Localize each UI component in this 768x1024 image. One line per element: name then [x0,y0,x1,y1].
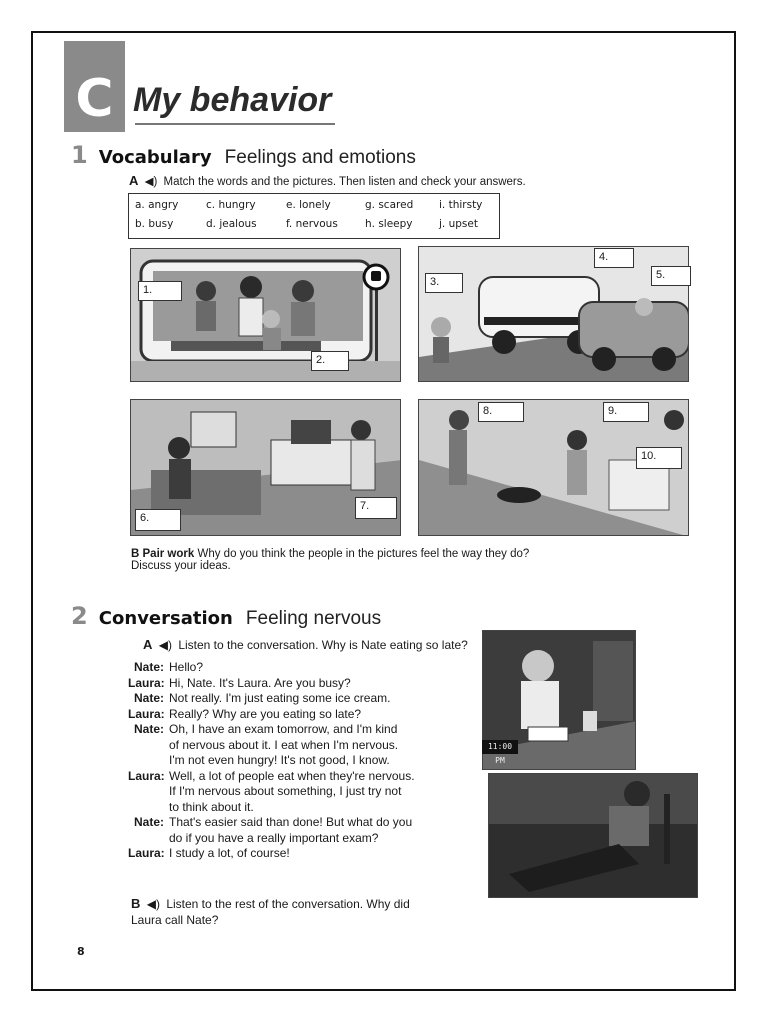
picture-label-4: 4. [594,248,634,268]
word-box [128,193,500,239]
dialogue-text: to think about it. [169,799,254,814]
section1-partA [129,173,526,188]
dialogue-line [128,784,401,799]
dialogue-speaker: Laura: [128,706,165,721]
word-item: g. scared [365,199,414,211]
dialogue-line [128,722,397,737]
picture-label-7: 7. [355,497,397,519]
word-item: h. sleepy [365,218,413,230]
picture-label-6: 6. [135,509,181,531]
picture-label-9: 9. [603,402,649,422]
dialogue-speaker: Laura: [128,768,165,783]
bus-stop-illustration [131,249,401,382]
dialogue-line [128,815,412,830]
partB-letter: B [131,896,141,911]
picture-label-5: 5. [651,266,691,286]
dialogue-line [128,800,254,815]
dialogue-speaker: Nate: [133,722,164,736]
dialogue-text: That's easier said than done! But what do you [169,815,413,829]
dialogue-text: Really? Why are you eating so late? [169,706,362,721]
clock-display: 11:00 PM [482,740,518,754]
audio-icon[interactable]: ◀) [158,638,172,652]
section2-number: 2 [71,602,88,630]
dialogue-speaker: Nate: [133,815,164,829]
word-item: f. nervous [286,218,338,230]
dialogue-speaker: Laura: [128,846,165,860]
section2-heading [71,602,381,630]
picture-taxi [418,246,689,382]
section1-subtitle: Feelings and emotions [224,147,416,168]
dialogue-line [128,707,361,722]
partB-text2: Laura call Nate? [131,913,219,927]
laura-illustration [489,774,698,898]
dialogue-line [128,660,203,675]
word-item: e. lonely [286,199,331,211]
dialogue-speaker: Laura: [128,675,165,690]
taxi-illustration [419,247,689,382]
partA-letter: A [143,637,153,652]
dialogue-line [128,769,415,784]
partB-text: Why do you think the people in the pictures feel the way they do? [197,548,530,560]
dialogue-line [128,846,290,861]
section1-number: 1 [71,141,88,169]
picture-label-1: 1. [138,281,182,301]
dialogue-speaker: Nate: [133,691,164,705]
partA-instruction: Listen to the conversation. Why is Nate eating so late? [178,638,468,652]
section2-name: Conversation [98,608,233,629]
dialogue-text: of nervous about it. I eat when I'm nervous. [169,737,399,752]
word-item: b. busy [135,218,174,230]
word-item: a. angry [135,199,179,211]
audio-icon[interactable]: ◀) [146,897,160,911]
dialogue-text: Hello? [169,660,204,674]
picture-label-3: 3. [425,273,463,293]
dialogue-text: do if you have a really important exam? [169,830,379,845]
word-item: i. thirsty [439,199,483,211]
word-item: c. hungry [206,199,256,211]
dialogue-text: Not really. I'm just eating some ice cream. [169,691,391,705]
dialogue-text: If I'm nervous about something, I just try not [169,784,402,798]
section1-name: Vocabulary [98,147,212,168]
picture-laura [488,773,698,898]
textbook-page [31,31,736,991]
section1-heading [71,141,416,169]
section-letter: C [75,69,114,129]
dialogue-text: Hi, Nate. It's Laura. Are you busy? [169,675,351,690]
dialogue-line [128,676,351,691]
section2-partB [131,896,461,928]
picture-label-2: 2. [311,351,349,371]
page-title: My behavior [133,81,332,119]
dialogue-text: Oh, I have an exam tomorrow, and I'm kind [169,722,398,736]
dialogue-line [128,738,398,753]
dialogue-speaker: Nate: [133,660,164,674]
section2-subtitle: Feeling nervous [245,608,382,629]
section2-partA [143,637,468,652]
picture-bus-stop [130,248,401,382]
title-underline [135,123,335,125]
picture-label-10: 10. [636,447,682,469]
partB-label: B Pair work [131,548,195,560]
picture-label-8: 8. [478,402,524,422]
dialogue-line [128,753,390,768]
dialogue-line [128,691,390,706]
partB-text2: Discuss your ideas. [131,560,231,572]
dialogue-text: I study a lot, of course! [169,846,290,860]
dialogue-text: Well, a lot of people eat when they're nervous. [169,768,415,783]
section1-partB [131,548,691,572]
word-item: d. jealous [206,218,257,230]
page-number: 8 [77,945,85,958]
dialogue-line [128,831,378,846]
dialogue-text: I'm not even hungry! It's not good, I know. [169,753,390,767]
partA-instruction: Match the words and the pictures. Then listen and check your answers. [163,176,526,188]
audio-icon[interactable]: ◀) [144,176,158,188]
dialogue [128,660,488,890]
word-item: j. upset [439,218,478,230]
partA-letter: A [129,173,139,188]
partB-text: Listen to the rest of the conversation. Why did [166,897,410,911]
